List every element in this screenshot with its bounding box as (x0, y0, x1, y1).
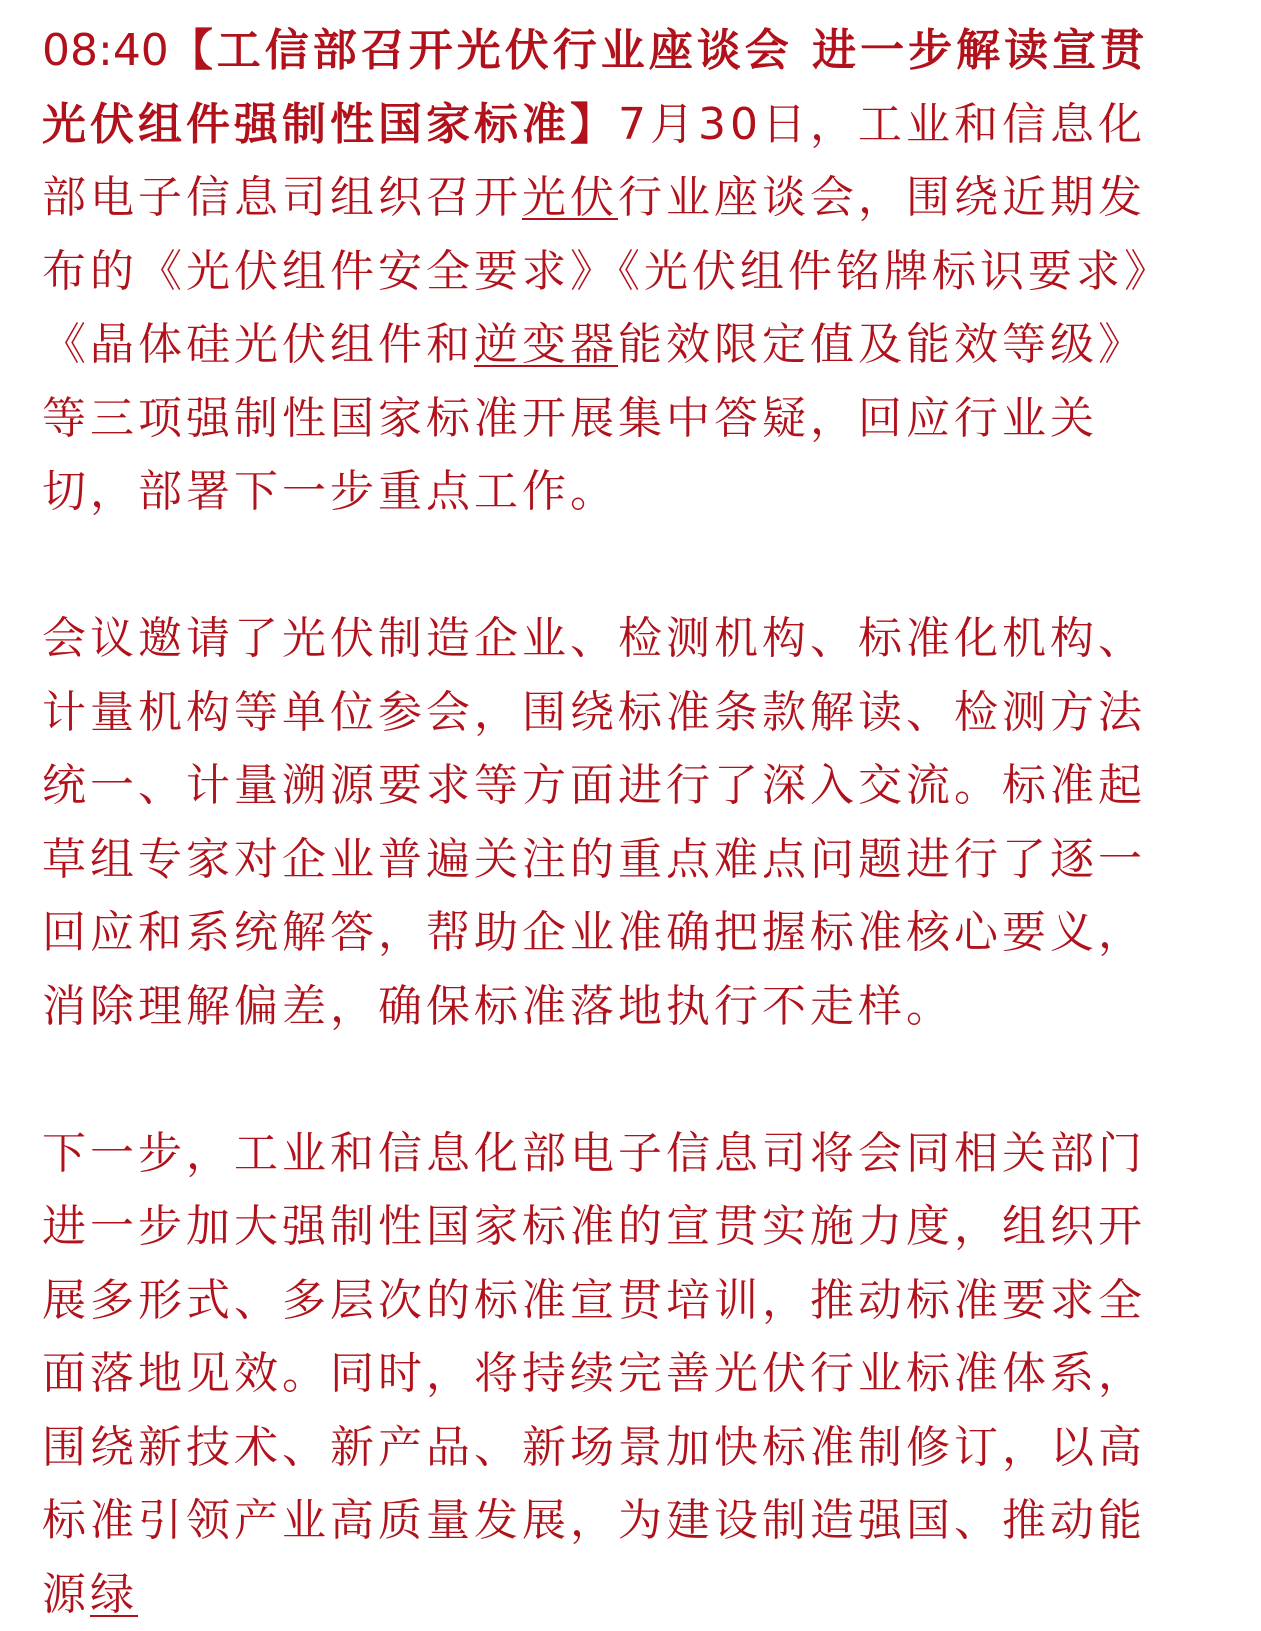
article-body (42, 14, 1192, 1631)
keyword-link-inverter[interactable]: 逆变器 (474, 319, 618, 370)
paragraph-1 (42, 14, 1192, 529)
keyword-link-guangfu[interactable]: 光伏 (522, 172, 618, 223)
paragraph-3 (42, 1117, 1192, 1631)
paragraph-2 (42, 602, 1192, 1043)
keyword-link-green[interactable]: 绿 (90, 1569, 138, 1620)
news-headline: 【工信部召开光伏行业座谈会 进一步解读宣贯光伏组件强制性国家标准】 (42, 25, 1148, 150)
paragraph-1-text-c: 能效限定值及能效等级》等三项强制性国家标准开展集中答疑，回应行业关切，部署下一步重点工作。 (42, 319, 1146, 517)
paragraph-1-text-b: 行业座谈会，围绕近期发布的《光伏组件安全要求》《光伏组件铭牌标识要求》《晶体硅光伏组件和 (42, 172, 1172, 370)
paragraph-3-text: 下一步，工业和信息化部电子信息司将会同相关部门进一步加大强制性国家标准的宣贯实施力度，组织开展多形式、多层次的标准宣贯培训，推动标准要求全面落地见效。同时，将持续完善光伏行业标准体系，围绕新技术、新产品、新场景加快标准制修订，以高标准引领产业高质量发展，为建设制造强国、推动能源 (42, 1128, 1146, 1620)
paragraph-1-text-a: 7月30日，工业和信息化部电子信息司组织召开 (42, 99, 1146, 224)
paragraph-2-text: 会议邀请了光伏制造企业、检测机构、标准化机构、计量机构等单位参会，围绕标准条款解读、检测方法统一、计量溯源要求等方面进行了深入交流。标准起草组专家对企业普遍关注的重点难点问题进行了逐一回应和系统解答，帮助企业准确把握标准核心要义，消除理解偏差，确保标准落地执行不走样。 (42, 613, 1146, 1032)
news-timestamp: 08:40 (42, 25, 169, 76)
